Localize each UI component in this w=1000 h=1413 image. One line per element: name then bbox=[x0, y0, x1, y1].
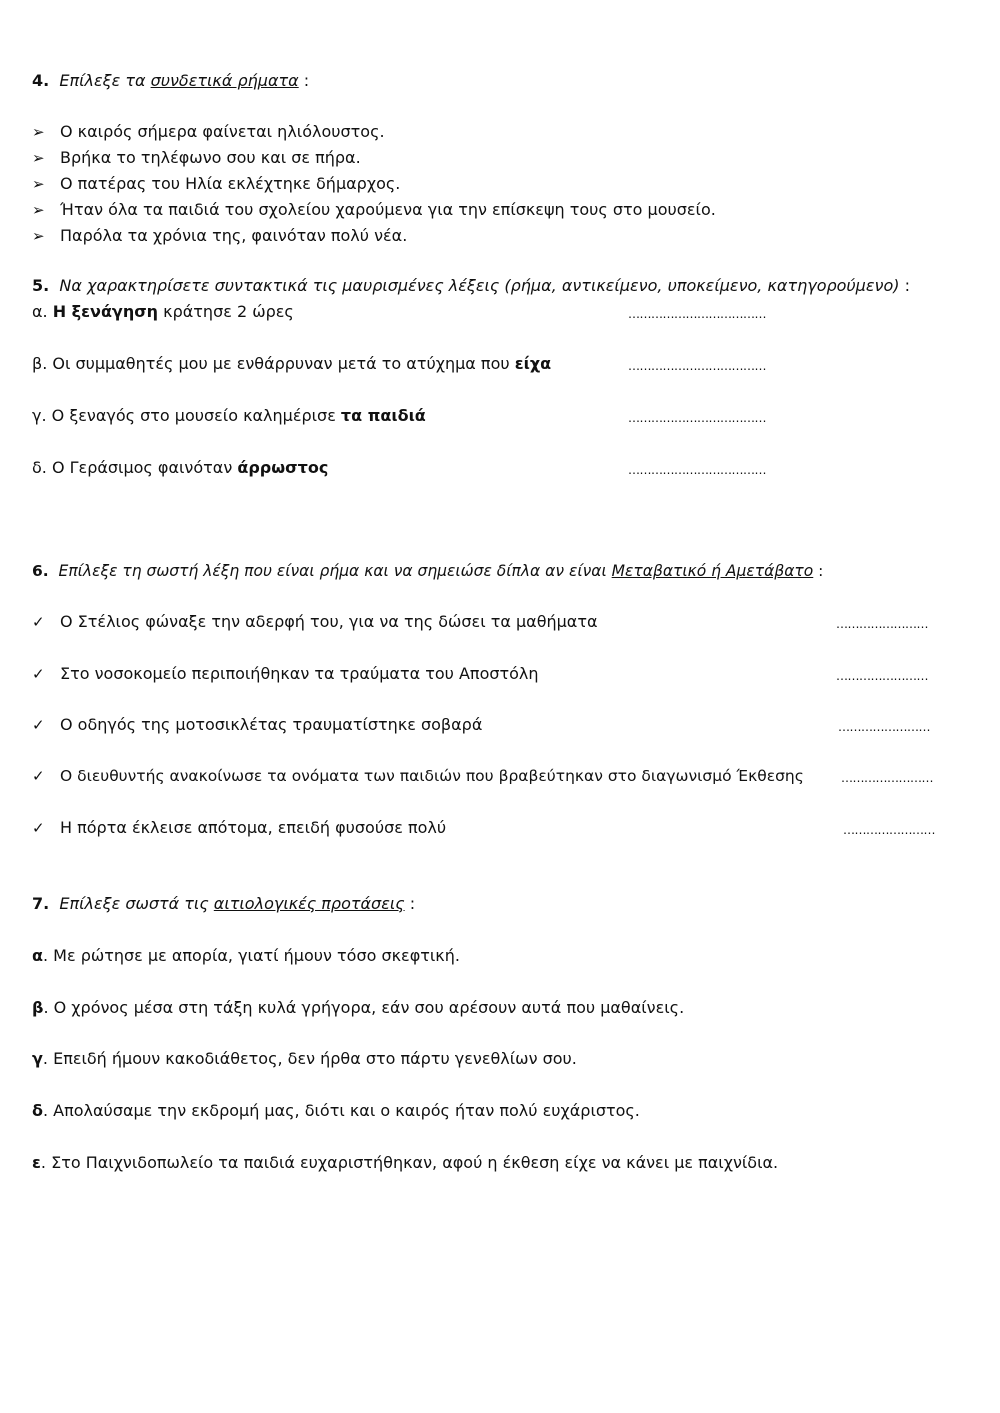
q5-prompt-end: : bbox=[899, 276, 910, 295]
answer-blank[interactable]: ……………………………… bbox=[628, 359, 766, 373]
q5-item-bold: άρρωστος bbox=[237, 458, 329, 477]
q6-prompt-end: : bbox=[813, 562, 824, 580]
q7-item-text: . Επειδή ήμουν κακοδιάθετος, δεν ήρθα στο πάρτυ γενεθλίων σου. bbox=[42, 1049, 577, 1068]
q7-prompt: Επίλεξε σωστά τις bbox=[59, 894, 209, 913]
q5-item-text-end: κράτησε 2 ώρες bbox=[158, 302, 294, 321]
q4-item-text: Βρήκα το τηλέφωνο σου και σε πήρα. bbox=[60, 148, 361, 167]
q6-item-text: Στο νοσοκομείο περιποιήθηκαν τα τραύματα του Αποστόλη bbox=[60, 664, 539, 683]
checkmark-icon: ✓ bbox=[32, 767, 45, 785]
q7-item-letter: δ bbox=[32, 1101, 43, 1120]
q5-number: 5. bbox=[32, 276, 50, 295]
q5-item-text: α. bbox=[32, 302, 53, 321]
q7-item-letter: β bbox=[32, 998, 44, 1017]
q4-item-text: Ο καιρός σήμερα φαίνεται ηλιόλουστος. bbox=[60, 122, 385, 141]
q7-number: 7. bbox=[32, 894, 50, 913]
arrow-bullet-icon: ➢ bbox=[32, 227, 45, 245]
q6-prompt: Επίλεξε τη σωστή λέξη που είναι ρήμα και να σημειώσε δίπλα αν είναι bbox=[58, 562, 607, 580]
q6-item bbox=[32, 766, 804, 786]
q5-item-bold: είχα bbox=[514, 354, 552, 373]
q6-item bbox=[32, 664, 539, 684]
q6-item-text: Η πόρτα έκλεισε απότομα, επειδή φυσούσε πολύ bbox=[60, 818, 447, 837]
q4-heading bbox=[32, 71, 309, 91]
q6-item-text: Ο Στέλιος φώναξε την αδερφή του, για να της δώσει τα μαθήματα bbox=[60, 612, 598, 631]
answer-blank[interactable]: ……………………………… bbox=[628, 463, 766, 477]
arrow-bullet-icon: ➢ bbox=[32, 201, 45, 219]
answer-blank[interactable]: …………………… bbox=[843, 823, 935, 837]
q4-prompt: Επίλεξε τα bbox=[59, 71, 146, 90]
q5-item bbox=[32, 458, 328, 478]
q5-item bbox=[32, 302, 294, 322]
q7-item-letter: γ bbox=[32, 1049, 43, 1068]
q7-item-text: . Στο Παιχνιδοπωλείο τα παιδιά ευχαριστήθηκαν, αφού η έκθεση είχε να κάνει με παιχνίδια. bbox=[40, 1153, 779, 1172]
checkmark-icon: ✓ bbox=[32, 665, 45, 683]
q6-item-text: Ο οδηγός της μοτοσικλέτας τραυματίστηκε σοβαρά bbox=[60, 715, 483, 734]
q4-item bbox=[32, 200, 716, 220]
answer-blank[interactable]: ……………………………… bbox=[628, 411, 766, 425]
q6-item bbox=[32, 612, 598, 632]
q7-item-text: . Ο χρόνος μέσα στη τάξη κυλά γρήγορα, εάν σου αρέσουν αυτά που μαθαίνεις. bbox=[43, 998, 685, 1017]
q7-item bbox=[32, 1049, 577, 1069]
q6-item bbox=[32, 818, 446, 838]
checkmark-icon: ✓ bbox=[32, 613, 45, 631]
q7-heading bbox=[32, 894, 415, 914]
q5-prompt: Να χαρακτηρίσετε συντακτικά τις μαυρισμένες λέξεις (ρήμα, αντικείμενο, υποκείμενο, κατηγορούμενο) bbox=[59, 276, 900, 295]
q5-item bbox=[32, 354, 551, 374]
checkmark-icon: ✓ bbox=[32, 716, 45, 734]
q4-item-text: Ήταν όλα τα παιδιά του σχολείου χαρούμενα για την επίσκεψη τους στο μουσείο. bbox=[60, 200, 716, 219]
answer-blank[interactable]: …………………… bbox=[836, 617, 928, 631]
q4-prompt-underlined: συνδετικά ρήματα bbox=[150, 71, 299, 90]
q4-item-text: Παρόλα τα χρόνια της, φαινόταν πολύ νέα. bbox=[60, 226, 408, 245]
arrow-bullet-icon: ➢ bbox=[32, 123, 45, 141]
arrow-bullet-icon: ➢ bbox=[32, 149, 45, 167]
answer-blank[interactable]: …………………… bbox=[836, 669, 928, 683]
q4-item bbox=[32, 122, 385, 142]
q5-item-text: γ. Ο ξεναγός στο μουσείο καλημέρισε bbox=[32, 406, 341, 425]
q5-item-text: β. Οι συμμαθητές μου με ενθάρρυναν μετά το ατύχημα που bbox=[32, 354, 515, 373]
q5-item-text: δ. Ο Γεράσιμος φαινόταν bbox=[32, 458, 238, 477]
q4-item-text: Ο πατέρας του Ηλία εκλέχτηκε δήμαρχος. bbox=[60, 174, 401, 193]
answer-blank[interactable]: ……………………………… bbox=[628, 307, 766, 321]
q7-item-text: . Με ρώτησε με απορία, γιατί ήμουν τόσο σκεφτική. bbox=[43, 946, 460, 965]
checkmark-icon: ✓ bbox=[32, 819, 45, 837]
q5-item-bold: τα παιδιά bbox=[340, 406, 426, 425]
arrow-bullet-icon: ➢ bbox=[32, 175, 45, 193]
q6-prompt-underlined: Μεταβατικό ή Αμετάβατο bbox=[611, 562, 814, 580]
q4-number: 4. bbox=[32, 71, 50, 90]
q7-item-text: . Απολαύσαμε την εκδρομή μας, διότι και ο καιρός ήταν πολύ ευχάριστος. bbox=[43, 1101, 640, 1120]
q4-item bbox=[32, 226, 407, 246]
q4-item bbox=[32, 148, 361, 168]
answer-blank[interactable]: …………………… bbox=[838, 720, 930, 734]
q5-item bbox=[32, 406, 426, 426]
q7-prompt-end: : bbox=[404, 894, 416, 913]
q4-prompt-end: : bbox=[298, 71, 310, 90]
q5-item-bold: Η ξενάγηση bbox=[52, 302, 159, 321]
q6-number: 6. bbox=[32, 562, 49, 580]
q7-item bbox=[32, 1101, 640, 1121]
q6-item bbox=[32, 715, 482, 735]
q5-heading bbox=[32, 276, 910, 296]
q7-item bbox=[32, 946, 460, 966]
q6-heading bbox=[32, 561, 823, 581]
q7-item-letter: ε bbox=[32, 1153, 41, 1172]
answer-blank[interactable]: …………………… bbox=[841, 771, 933, 785]
q6-item-text: Ο διευθυντής ανακοίνωσε τα ονόματα των παιδιών που βραβεύτηκαν στο διαγωνισμό Έκθεσης bbox=[60, 767, 804, 785]
q7-item bbox=[32, 998, 684, 1018]
q7-prompt-underlined: αιτιολογικές προτάσεις bbox=[213, 894, 405, 913]
q7-item bbox=[32, 1153, 778, 1173]
q4-item bbox=[32, 174, 400, 194]
q7-item-letter: α bbox=[32, 946, 43, 965]
